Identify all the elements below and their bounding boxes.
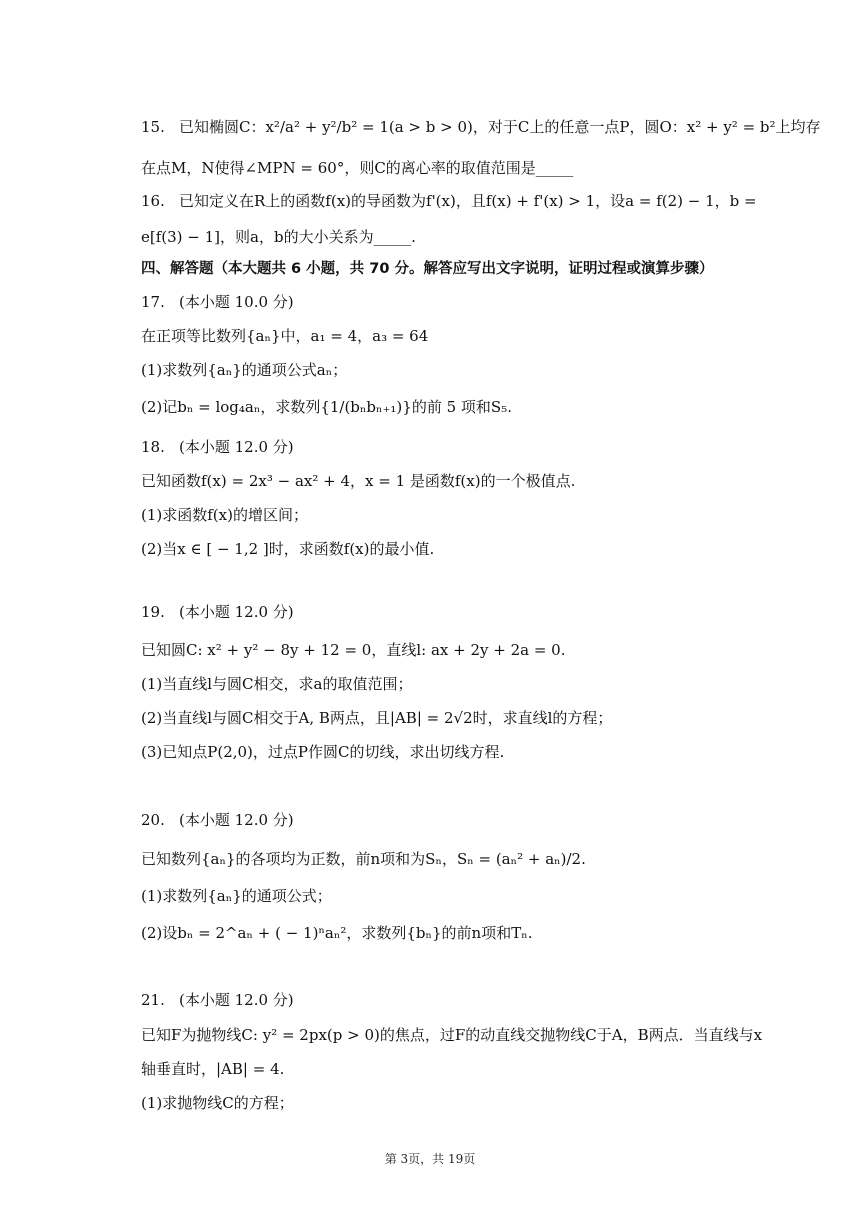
question-18-stem: 已知函数f(x) = 2x³ − ax² + 4，x = 1 是函数f(x)的一个极值点.	[141, 472, 576, 490]
question-17-stem: 在正项等比数列{aₙ}中，a₁ = 4，a₃ = 64	[141, 327, 429, 345]
question-number: 21.	[141, 991, 165, 1009]
score-label: (本小题 12.0 分)	[179, 603, 294, 621]
question-21-stem-1: 已知F为抛物线C: y² = 2px(p > 0)的焦点，过F的动直线交抛物线C于A，B两点．当直线与x	[141, 1026, 763, 1044]
question-19-part-3: (3)已知点P(2,0)，过点P作圆C的切线，求出切线方程.	[141, 743, 505, 761]
question-18-part-2: (2)当x ∈ [ − 1,2 ]时，求函数f(x)的最小值.	[141, 540, 435, 558]
question-16-line-2: e[f(3) − 1]，则a，b的大小关系为_____.	[141, 228, 416, 246]
question-17-header	[141, 291, 781, 313]
question-19-header	[141, 601, 781, 623]
question-19-part-1: (1)当直线l与圆C相交，求a的取值范围；	[141, 675, 413, 693]
question-number: 17.	[141, 293, 165, 311]
question-20-stem: 已知数列{aₙ}的各项均为正数，前n项和为Sₙ，Sₙ = (aₙ² + aₙ)/2.	[141, 850, 586, 868]
question-number: 19.	[141, 603, 165, 621]
score-label: (本小题 12.0 分)	[179, 438, 294, 456]
question-21-stem-2: 轴垂直时，|AB| = 4.	[141, 1060, 285, 1078]
question-16-line-1: 16. 已知定义在R上的函数f(x)的导函数为f'(x)，且f(x) + f'(x) > 1，设a = f(2) − 1，b =	[141, 192, 757, 210]
question-number: 16.	[141, 192, 165, 210]
question-18-part-1: (1)求函数f(x)的增区间；	[141, 506, 308, 524]
score-label: (本小题 12.0 分)	[179, 991, 294, 1009]
question-18-header	[141, 436, 781, 458]
question-20-part-2: (2)设bₙ = 2^aₙ + ( − 1)ⁿaₙ²，求数列{bₙ}的前n项和Tₙ.	[141, 924, 533, 942]
question-number: 15.	[141, 118, 165, 136]
question-15-line-1: 15. 已知椭圆C：x²/a² + y²/b² = 1(a > b > 0)，对于C上的任意一点P，圆O：x² + y² = b²上均存	[141, 118, 821, 136]
score-label: (本小题 10.0 分)	[179, 293, 294, 311]
question-20-header	[141, 809, 781, 831]
score-label: (本小题 12.0 分)	[179, 811, 294, 829]
question-17-part-2: (2)记bₙ = log₄aₙ，求数列{1/(bₙbₙ₊₁)}的前 5 项和S₅.	[141, 398, 512, 416]
question-number: 20.	[141, 811, 165, 829]
page-footer: 第 3页，共 19页	[384, 1152, 476, 1166]
question-19-part-2: (2)当直线l与圆C相交于A, B两点，且|AB| = 2√2时，求直线l的方程；	[141, 709, 613, 727]
question-17-part-1: (1)求数列{aₙ}的通项公式aₙ；	[141, 361, 348, 379]
question-number: 18.	[141, 438, 165, 456]
question-15-line-2: 在点M，N使得∠MPN = 60°，则C的离心率的取值范围是_____	[141, 159, 574, 177]
question-20-part-1: (1)求数列{aₙ}的通项公式；	[141, 887, 332, 905]
section-heading: 四、解答题（本大题共 6 小题，共 70 分。解答应写出文字说明，证明过程或演算步骤）	[141, 261, 714, 277]
question-21-part-1: (1)求抛物线C的方程；	[141, 1094, 294, 1112]
question-19-stem: 已知圆C: x² + y² − 8y + 12 = 0，直线l: ax + 2y + 2a = 0.	[141, 641, 566, 659]
question-21-header	[141, 989, 781, 1011]
